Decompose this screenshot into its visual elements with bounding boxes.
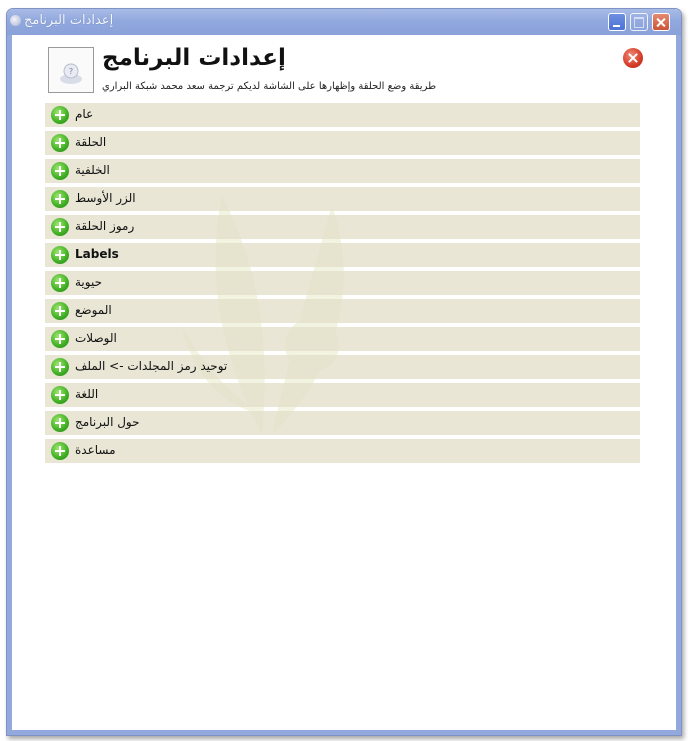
menu-item-label: الخلفية xyxy=(75,163,110,177)
window-close-button[interactable] xyxy=(652,13,670,31)
menu-item-background[interactable] xyxy=(45,159,640,183)
title-bar[interactable] xyxy=(7,9,681,35)
menu-item-animation[interactable] xyxy=(45,271,640,295)
plus-circle-icon[interactable] xyxy=(51,330,69,348)
plus-circle-icon[interactable] xyxy=(51,386,69,404)
menu-item-label: الحلقة xyxy=(75,135,107,149)
menu-item-about[interactable] xyxy=(45,411,640,435)
close-icon[interactable] xyxy=(623,48,643,68)
menu-item-general[interactable] xyxy=(45,103,640,127)
menu-item-middle-button[interactable] xyxy=(45,187,640,211)
app-icon xyxy=(48,47,94,93)
plus-circle-icon[interactable] xyxy=(51,414,69,432)
menu-item-label: توحيد رمز المجلدات -> الملف xyxy=(75,359,228,373)
menu-item-help[interactable] xyxy=(45,439,640,463)
plus-circle-icon[interactable] xyxy=(51,274,69,292)
menu-item-labels[interactable] xyxy=(45,243,640,267)
plus-circle-icon[interactable] xyxy=(51,246,69,264)
menu-item-position[interactable] xyxy=(45,299,640,323)
settings-window xyxy=(6,8,682,736)
settings-menu xyxy=(45,103,640,467)
menu-item-label: الموضع xyxy=(75,303,112,317)
menu-item-links[interactable] xyxy=(45,327,640,351)
menu-item-label: مساعدة xyxy=(75,443,116,457)
window-app-icon[interactable] xyxy=(10,15,21,26)
menu-item-label: حول البرنامج xyxy=(75,415,140,429)
menu-item-label: الزر الأوسط xyxy=(75,191,136,205)
plus-circle-icon[interactable] xyxy=(51,358,69,376)
plus-circle-icon[interactable] xyxy=(51,162,69,180)
menu-item-label: رموز الحلقة xyxy=(75,219,135,233)
menu-item-label: الوصلات xyxy=(75,331,117,345)
menu-item-ring-icons[interactable] xyxy=(45,215,640,239)
plus-circle-icon[interactable] xyxy=(51,134,69,152)
menu-item-label: حيوية xyxy=(75,275,103,289)
window-title: إعدادات البرنامج xyxy=(24,13,114,28)
page-title: إعدادات البرنامج xyxy=(102,45,286,71)
menu-item-folder-icon-unify[interactable] xyxy=(45,355,640,379)
menu-item-ring[interactable] xyxy=(45,131,640,155)
plus-circle-icon[interactable] xyxy=(51,302,69,320)
plus-circle-icon[interactable] xyxy=(51,190,69,208)
menu-item-language[interactable] xyxy=(45,383,640,407)
svg-text:?: ? xyxy=(68,67,74,76)
app-glyph-icon xyxy=(49,48,93,92)
menu-item-label: عام xyxy=(75,107,94,121)
plus-circle-icon[interactable] xyxy=(51,442,69,460)
plus-circle-icon[interactable] xyxy=(51,106,69,124)
minimize-button[interactable] xyxy=(608,13,626,31)
page-subtitle: طريقة وضع الحلقة وإظهارها على الشاشة لديكم ترجمة سعد محمد شبكة البراري xyxy=(102,81,437,92)
menu-item-label: اللغة xyxy=(75,387,99,401)
menu-item-label: Labels xyxy=(75,247,119,261)
maximize-button[interactable] xyxy=(630,13,648,31)
plus-circle-icon[interactable] xyxy=(51,218,69,236)
